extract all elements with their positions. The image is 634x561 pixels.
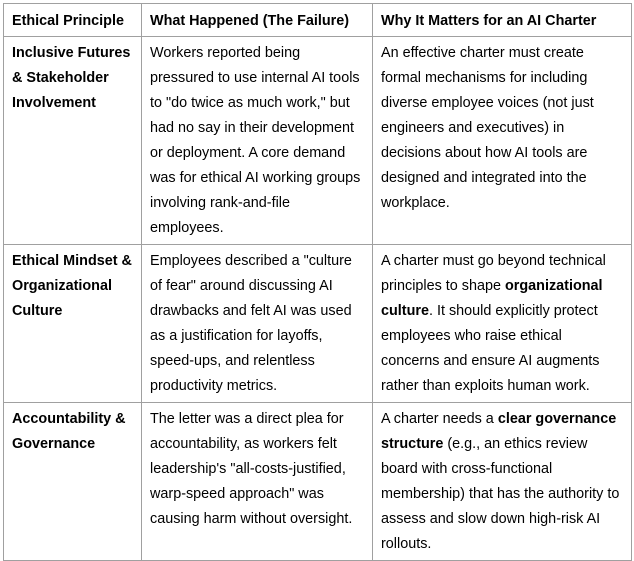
why-emphasis: clear governance structure bbox=[381, 411, 617, 452]
principle-cell: Inclusive Futures & Stakeholder Involvement bbox=[4, 37, 142, 245]
why-emphasis: organizational culture bbox=[381, 278, 603, 319]
table-row bbox=[4, 403, 632, 561]
failure-cell: The letter was a direct plea for accountability, as workers felt leadership's "all-costs-justified, warp-speed approach" was causing harm without oversight. bbox=[142, 403, 373, 561]
principle-cell: Accountability & Governance bbox=[4, 403, 142, 561]
ethics-table bbox=[3, 3, 632, 561]
why-text: A charter needs a bbox=[381, 411, 498, 427]
why-text: A charter must go beyond technical principles to shape bbox=[381, 253, 606, 294]
why-text: An effective charter must create formal mechanisms for including diverse employee voices (not just engineers and executives) in decisions about how AI tools are designed and integrated into the workplace. bbox=[381, 45, 594, 211]
why-cell bbox=[373, 245, 632, 403]
failure-cell: Employees described a "culture of fear" around discussing AI drawbacks and felt AI was used as a justification for layoffs, speed-ups, and relentless productivity metrics. bbox=[142, 245, 373, 403]
header-why-it-matters: Why It Matters for an AI Charter bbox=[373, 4, 632, 37]
header-row bbox=[4, 4, 632, 37]
header-ethical-principle: Ethical Principle bbox=[4, 4, 142, 37]
table-row bbox=[4, 245, 632, 403]
failure-cell: Workers reported being pressured to use internal AI tools to "do twice as much work," but had no say in their development or deployment. A core demand was for ethical AI working groups involving rank-and-file employees. bbox=[142, 37, 373, 245]
why-text: (e.g., an ethics review board with cross-functional membership) that has the authority to assess and slow down high-risk AI rollouts. bbox=[381, 436, 620, 552]
table-row bbox=[4, 37, 632, 245]
why-cell bbox=[373, 37, 632, 245]
header-what-happened: What Happened (The Failure) bbox=[142, 4, 373, 37]
principle-cell: Ethical Mindset & Organizational Culture bbox=[4, 245, 142, 403]
why-cell bbox=[373, 403, 632, 561]
why-text: . It should explicitly protect employees who raise ethical concerns and ensure AI augments rather than exploits human work. bbox=[381, 303, 600, 394]
